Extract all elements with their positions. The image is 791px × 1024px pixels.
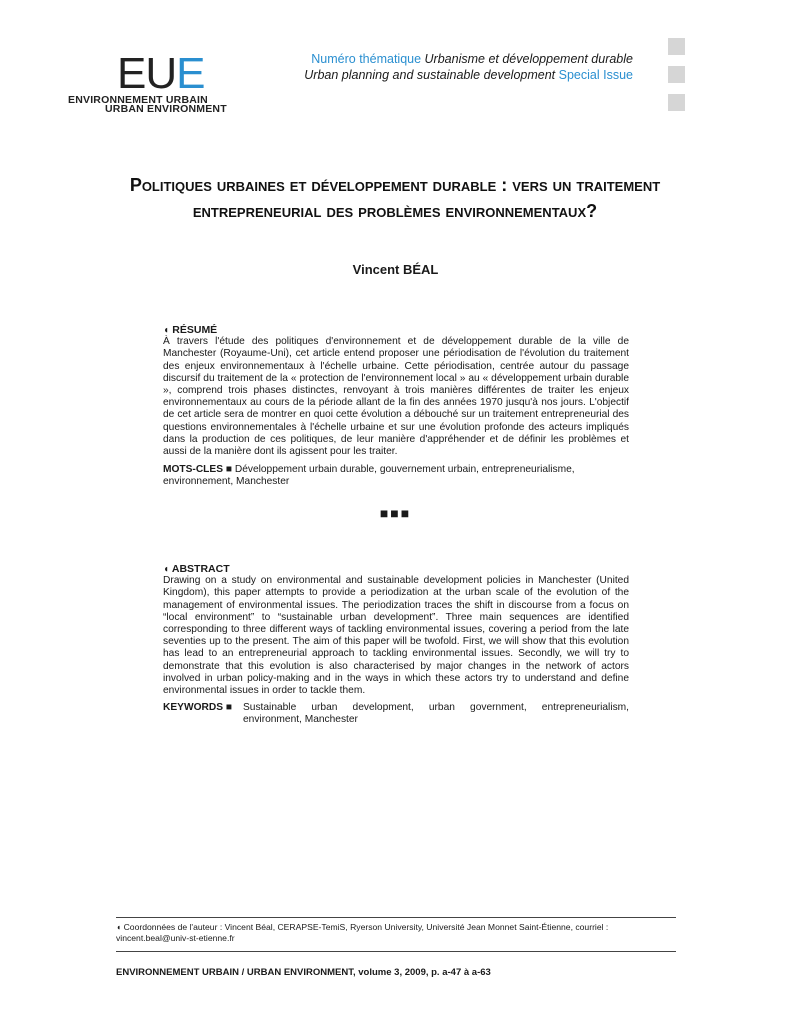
article-author: Vincent BÉAL — [352, 262, 439, 277]
keywords-section — [163, 702, 629, 726]
square-bullet-icon: ■ — [225, 464, 232, 475]
bullet-icon: ◖ — [163, 563, 170, 575]
square-bullet-icon: ■ — [225, 702, 232, 713]
logo-e-letter: E — [176, 49, 205, 98]
footnote-divider — [116, 917, 676, 918]
footnote-text: Coordonnées de l'auteur : Vincent Béal, CERAPSE-TemiS, Ryerson University, Université Jean Monnet Saint-Étienne, courriel : vincent.beal@univ-st-etienne.fr — [116, 922, 609, 943]
mots-cles-label: MOTS-CLES — [163, 464, 223, 475]
author-footnote — [116, 922, 676, 944]
logo-subtitle-french: ENVIRONNEMENT URBAIN — [68, 94, 208, 106]
issue-line-french — [311, 51, 633, 67]
section-separator: ■■■ — [379, 505, 412, 521]
issue-theme-french: Urbanisme et développement durable — [424, 52, 633, 66]
journal-logo — [117, 49, 205, 98]
footer-divider — [116, 951, 676, 952]
resume-heading-label: RÉSUMÉ — [172, 324, 218, 336]
decorative-square — [668, 38, 685, 55]
keywords-label: KEYWORDS — [163, 702, 223, 713]
article-title: Politiques urbaines et développement durable : vers un traitement entrepreneurial des problèmes environnementaux? — [129, 175, 661, 221]
resume-heading — [163, 324, 629, 336]
decorative-square — [668, 94, 685, 111]
bullet-icon: ◖ — [116, 922, 122, 932]
keywords-text: Sustainable urban development, urban government, entrepreneurialism, environment, Manchester — [243, 702, 629, 726]
journal-citation-footer: ENVIRONNEMENT URBAIN / URBAN ENVIRONMENT, volume 3, 2009, p. a-47 à a-63 — [116, 967, 491, 978]
abstract-heading — [163, 563, 629, 575]
resume-section — [163, 324, 629, 458]
decorative-square — [668, 66, 685, 83]
abstract-text: Drawing on a study on environmental and sustainable development policies in Manchester (United Kingdom), this paper attempts to provide a periodization at the urban scale of the evolution of the management of environmental issues. The periodization traces the shift in discourse from a focus on “local environment” to “sustainable urban development”. Three main sequences are identified corresponding to three different ways of tackling environmental issues, covering a period from the late seventies up to the present. The aim of this paper will be twofold. First, we will show that this evolution has lead to an entrepreneurial approach to tackling environmental issues. Secondly, we will try to demonstrate that this evolution is also characterised by major changes in the network of actors involved in urban policy-making and in the ways in which these actors try to understand and define environmental issues in order to tackle them. — [163, 575, 629, 697]
bullet-icon: ◖ — [163, 324, 170, 336]
issue-line-english — [304, 67, 633, 83]
abstract-heading-label: ABSTRACT — [171, 563, 230, 575]
issue-theme-english: Urban planning and sustainable development — [304, 68, 556, 82]
logo-subtitle-english: URBAN ENVIRONMENT — [105, 103, 227, 115]
mots-cles-section — [163, 464, 629, 488]
keywords-label-group — [163, 702, 243, 726]
resume-text: À travers l'étude des politiques d'environnement et de développement durable de la ville de Manchester (Royaume-Uni), cet article entend proposer une périodisation de l'évolution du traitement des enjeux environnementaux à l'échelle urbaine. Cette périodisation, centrée autour du passage discursif du traitement de la « protection de l'environnement local » au « développement urbain durable », comprend trois phases distinctes, renvoyant à trois manières différentes de traiter les enjeux environnementaux au cours de la période allant de la fin des années 1970 jusqu'à nos jours. L'objectif de cet article sera de montrer en quoi cette évolution a débouché sur un traitement entrepreneurial des questions environnementales à l'échelle urbaine et sur une évolution profonde des acteurs impliqués dans la production de ces politiques, de leur manière d'appréhender et de définir les problèmes et aussi de la manière dont ils agissent pour les traiter. — [163, 336, 629, 458]
mots-cles-text: Développement urbain durable, gouvernement urbain, entrepreneurialisme, environnement, Manchester — [163, 464, 575, 488]
issue-label-french: Numéro thématique — [311, 52, 422, 66]
abstract-section — [163, 563, 629, 697]
logo-eu-letters: EU — [117, 49, 177, 98]
issue-label-english: Special Issue — [558, 68, 633, 82]
